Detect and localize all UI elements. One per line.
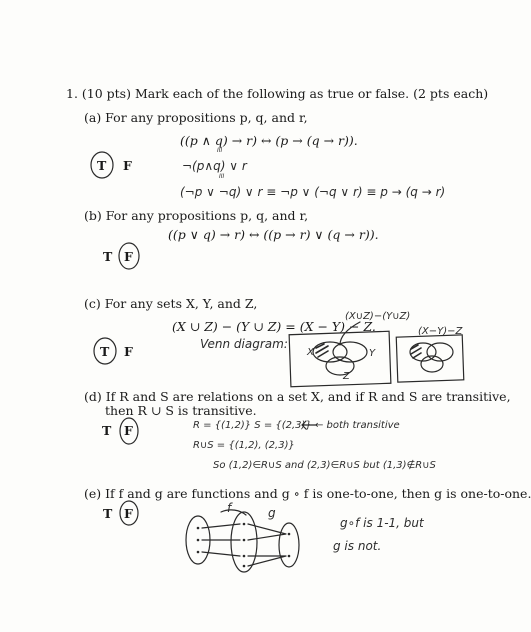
part-a-work-line1: ¬(p∧q) ∨ r [182, 159, 247, 173]
venn-2-box [396, 335, 464, 382]
part-a-label: (a) For any propositions p, q, and r, [84, 110, 308, 125]
set-c-oval [279, 523, 299, 567]
set-b-oval [231, 512, 257, 572]
curve-f-label [221, 510, 246, 515]
map-g-arrows [248, 524, 286, 566]
venn-label-z: Z [343, 371, 350, 382]
venn-1-circle-x [313, 342, 347, 362]
part-c-venn-note: Venn diagram: [200, 337, 288, 351]
part-d-label-line1: (d) If R and S are relations on a set X, and if R and S are transitive, [84, 389, 511, 404]
part-e-label: (e) If f and g are functions and g ∘ f is one-to-one, then g is one-to-one. [84, 486, 531, 501]
venn-2-circle-x [410, 343, 436, 361]
part-c-rhs-note: (X−Y)−Z [418, 326, 463, 337]
part-c-false-option[interactable]: F [124, 344, 133, 359]
venn-1-circle-y [333, 342, 367, 362]
set-a-oval [186, 516, 210, 564]
venn-2-circle-y [427, 343, 453, 361]
part-b-true-option[interactable]: T [103, 249, 113, 264]
map-f-arrows [202, 524, 240, 556]
diagram-label-g: g [268, 506, 276, 520]
part-c-lhs-note: (X∪Z)−(Y∪Z) [345, 311, 411, 322]
part-d-work-line1: R = {(1,2)} S = {(2,3)} ← both transitive [193, 420, 400, 431]
venn-label-x: X [307, 347, 314, 358]
venn-1-shading [316, 344, 328, 357]
part-b-label: (b) For any propositions p, q, and r, [84, 208, 309, 223]
part-d-false-option[interactable]: F [124, 423, 133, 438]
part-d-true-option[interactable]: T [102, 423, 112, 438]
venn-2-shading [411, 345, 421, 358]
part-d-work-line2: R∪S = {(1,2), (2,3)} [193, 440, 295, 451]
part-a-mark-2: III [219, 173, 225, 180]
part-c-label: (c) For any sets X, Y, and Z, [84, 296, 258, 311]
part-a-formula: ((p ∧ q) → r) ↔ (p → (q → r)). [180, 133, 358, 148]
venn-1-box [289, 331, 391, 386]
diagram-label-f: f [227, 501, 232, 515]
part-e-true-option[interactable]: T [103, 506, 113, 521]
part-a-false-option[interactable]: F [123, 158, 132, 173]
part-e-work-line1: g∘f is 1-1, but [340, 516, 424, 530]
part-b-false-option[interactable]: F [124, 249, 133, 264]
part-d-label-line2: then R ∪ S is transitive. [105, 403, 257, 418]
part-c-true-option[interactable]: T [100, 344, 110, 359]
part-c-formula: (X ∪ Z) − (Y ∪ Z) = (X − Y) − Z. [172, 319, 376, 334]
part-d-work-line3: So (1,2)∈R∪S and (2,3)∈R∪S but (1,3)∉R∪S [213, 460, 436, 471]
problem-header: 1. (10 pts) Mark each of the following as true or false. (2 pts each) [66, 86, 489, 101]
part-a-mark-1: III [217, 147, 223, 154]
part-e-false-option[interactable]: F [124, 506, 133, 521]
venn-2-circle-z [421, 356, 443, 372]
part-b-formula: ((p ∨ q) → r) ↔ ((p → r) ∨ (q → r)). [168, 227, 379, 242]
part-e-work-line2: g is not. [333, 539, 382, 553]
venn-label-y: Y [369, 348, 376, 359]
part-a-work-line2: (¬p ∨ ¬q) ∨ r ≡ ¬p ∨ (¬q ∨ r) ≡ p → (q → r) [180, 185, 446, 199]
part-a-true-option[interactable]: T [97, 158, 107, 173]
